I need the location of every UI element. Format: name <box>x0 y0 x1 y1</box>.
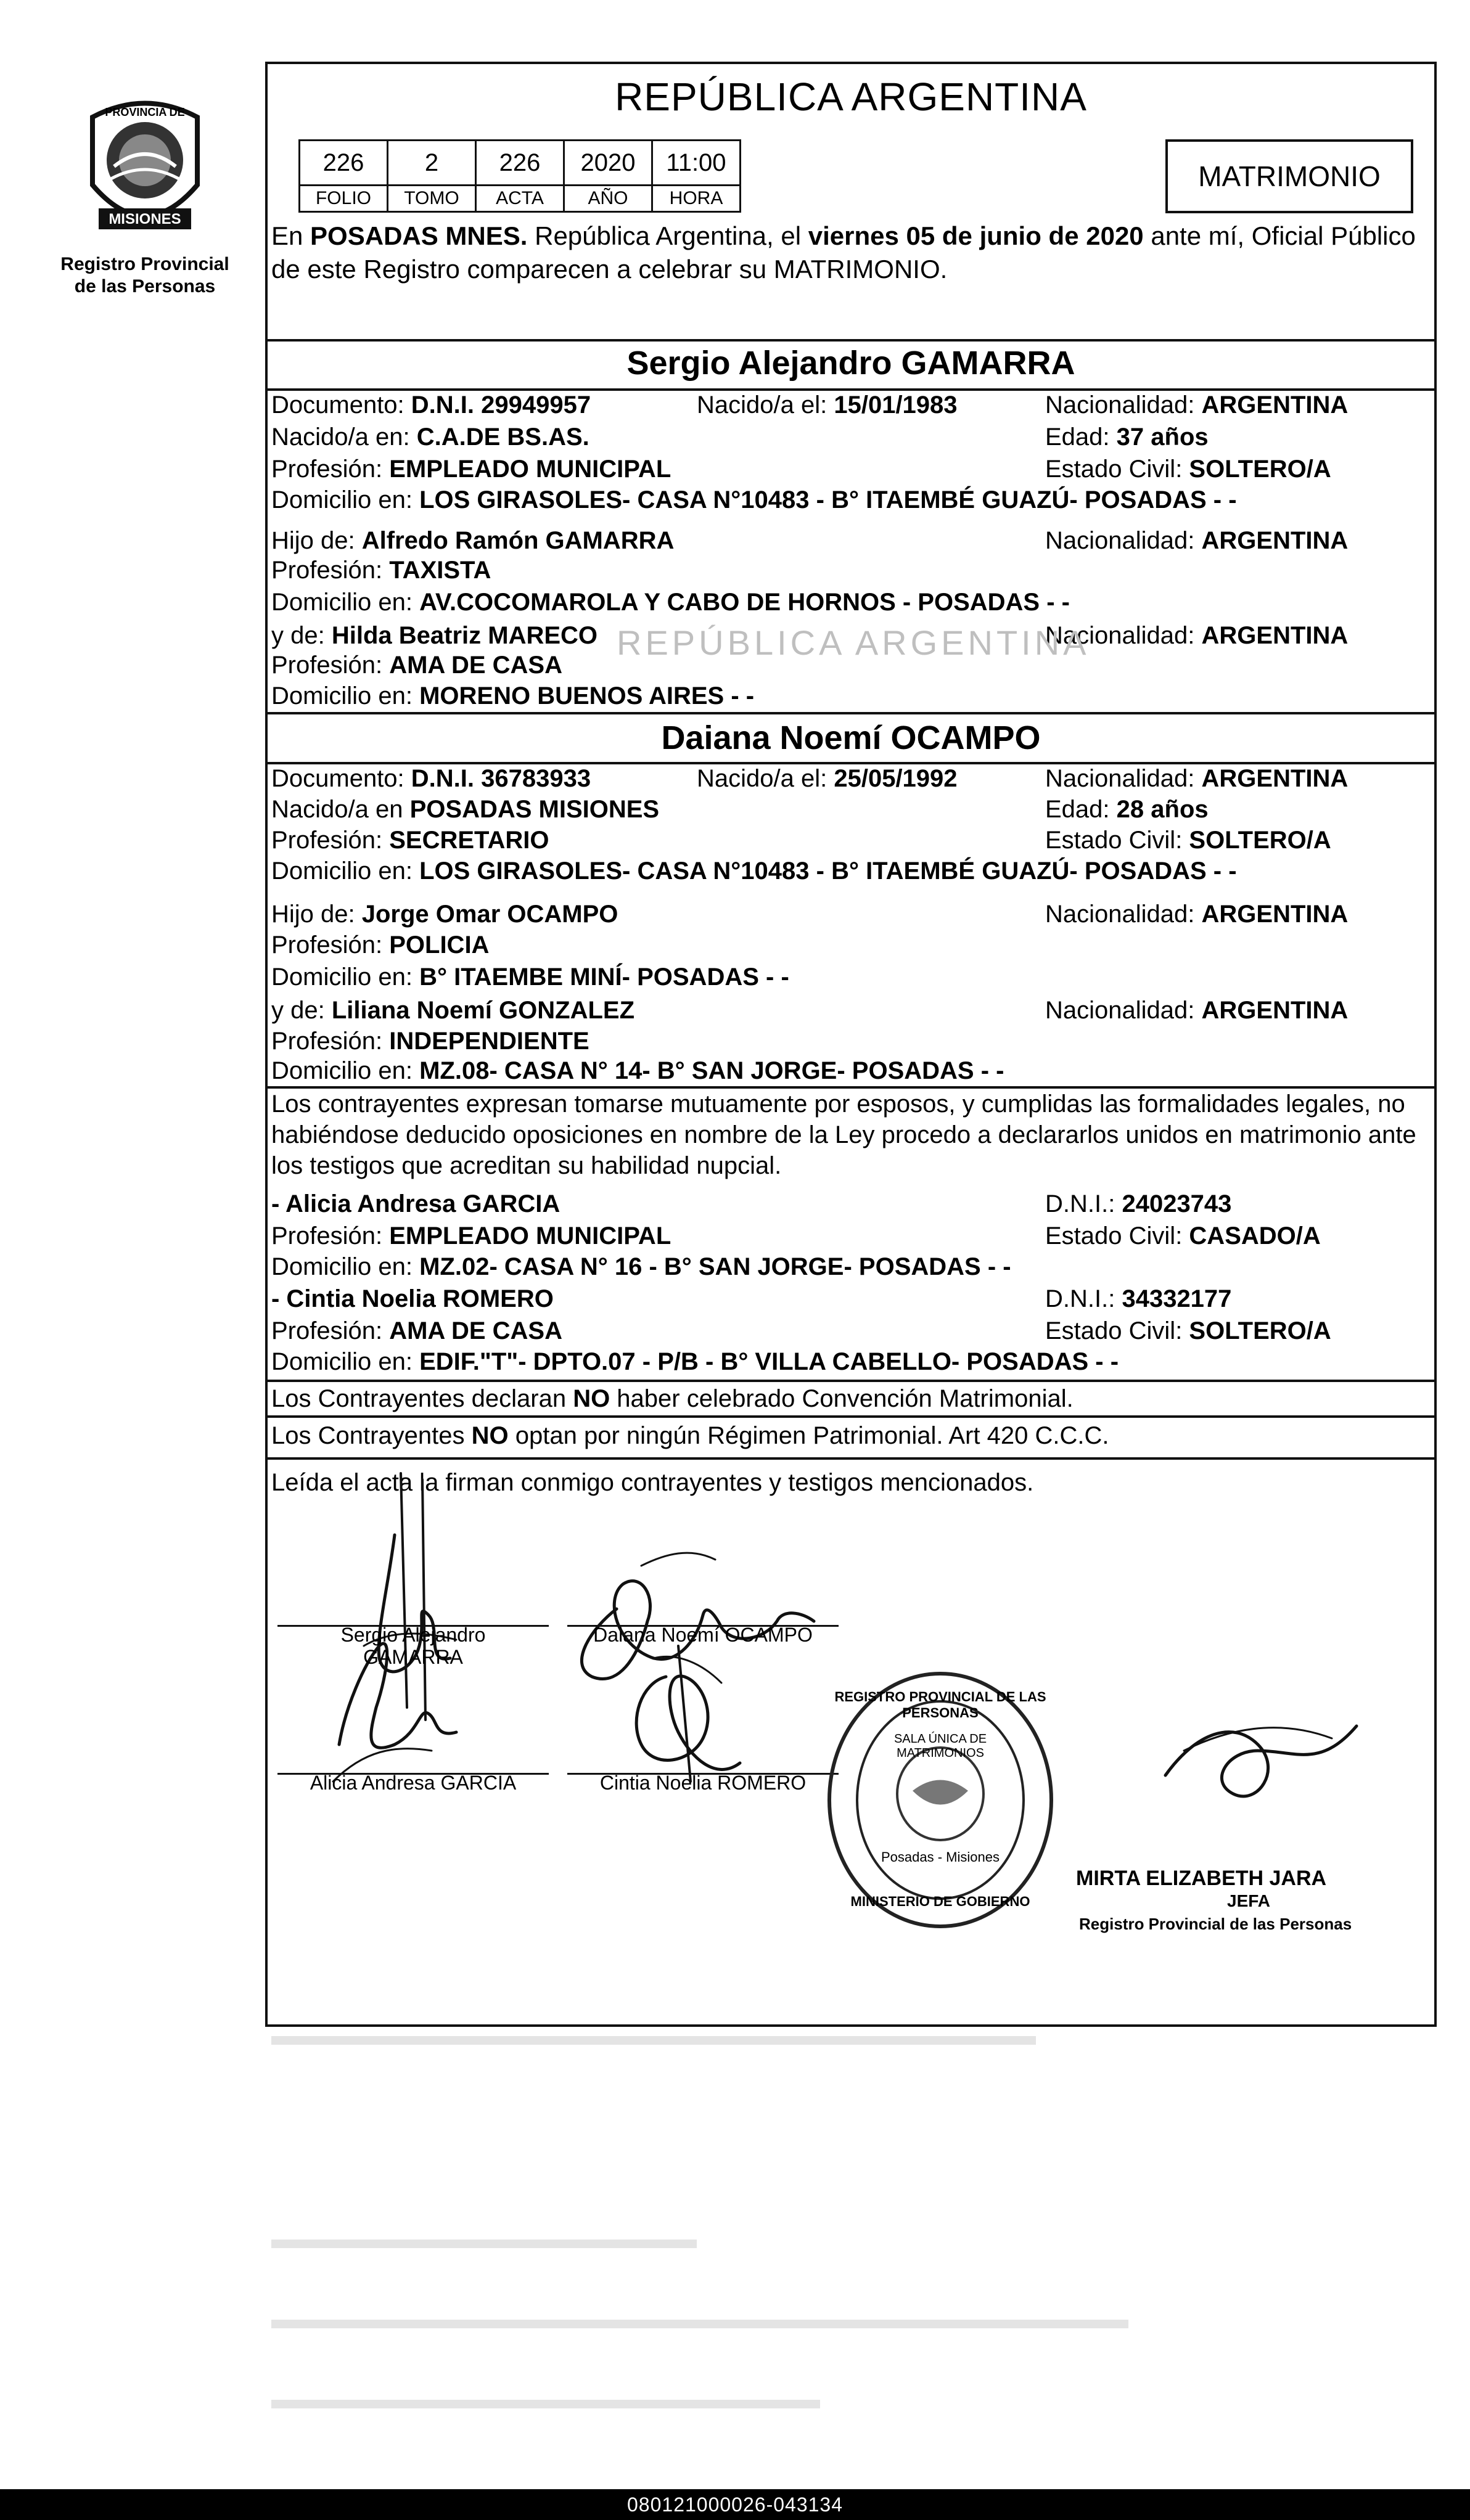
tomo-label: TOMO <box>388 186 476 212</box>
spouse1-document: Documento: D.N.I. 29949957 <box>271 391 591 419</box>
spouse2-profession: Profesión: SECRETARIO <box>271 827 549 854</box>
witness1-profession: Profesión: EMPLEADO MUNICIPAL <box>271 1222 671 1250</box>
spouse1-civil-status: Estado Civil: SOLTERO/A <box>1045 456 1331 483</box>
spouse2-father-profession: Profesión: POLICIA <box>271 931 490 959</box>
spouse2-name: Daiana Noemí OCAMPO <box>661 719 1041 756</box>
page-title: REPÚBLICA ARGENTINA <box>615 75 1087 119</box>
spouse2-father-address: Domicilio en: B° ITAEMBE MINÍ- POSADAS - - <box>271 963 789 991</box>
spouse2-father-nationality: Nacionalidad: ARGENTINA <box>1045 901 1349 928</box>
ano-label: AÑO <box>564 186 652 212</box>
hora-label: HORA <box>652 186 741 212</box>
spouse1-mother-nationality: Nacionalidad: ARGENTINA <box>1045 622 1349 649</box>
spouse2-age: Edad: 28 años <box>1045 796 1209 823</box>
spouse1-address: Domicilio en: LOS GIRASOLES- CASA N°10483 - B° ITAEMBÉ GUAZÚ- POSADAS - - <box>271 486 1237 513</box>
signature-label-spouse1: Sergio Alejandro GAMARRA <box>340 1624 486 1668</box>
spouse1-mother-profession: Profesión: AMA DE CASA <box>271 652 562 679</box>
signature-label-witness1: Alicia Andresa GARCIA <box>310 1772 517 1794</box>
watermark-text: REPÚBLICA ARGENTINA <box>617 623 1090 662</box>
folio-value: 226 <box>300 141 388 186</box>
ano-value: 2020 <box>564 141 652 186</box>
tomo-value: 2 <box>388 141 476 186</box>
declaration-paragraph: Los contrayentes expresan tomarse mutuamente por esposos, y cumplidas las formalidades legales, no habiéndose deducido oposiciones en nombre de la Ley procedo a declararlos unidos en matrimonio ante los testigos que acreditan su habilidad nupcial. <box>271 1090 1416 1179</box>
spouse1-mother-address: Domicilio en: MORENO BUENOS AIRES - - <box>271 682 755 710</box>
province-seal <box>80 92 210 240</box>
intro-paragraph: En POSADAS MNES. República Argentina, el viernes 05 de junio de 2020 ante mí, Oficial Público de este Registro comparecen a celebrar su MATRIMONIO. <box>271 221 1416 284</box>
witness1-dni: D.N.I.: 24023743 <box>1045 1190 1232 1217</box>
official-stamp <box>820 1664 1061 1936</box>
spouse1-birth-date: Nacido/a el: 15/01/1983 <box>697 391 958 419</box>
record-meta-table <box>298 139 741 213</box>
spouse2-civil-status: Estado Civil: SOLTERO/A <box>1045 827 1331 854</box>
spouse2-mother-nationality: Nacionalidad: ARGENTINA <box>1045 997 1349 1024</box>
witness2-address: Domicilio en: EDIF."T"- DPTO.07 - P/B - B° VILLA CABELLO- POSADAS - - <box>271 1348 1119 1375</box>
spouse2-address: Domicilio en: LOS GIRASOLES- CASA N°10483 - B° ITAEMBÉ GUAZÚ- POSADAS - - <box>271 857 1237 885</box>
witness2-civil-status: Estado Civil: SOLTERO/A <box>1045 1317 1331 1344</box>
official-name: MIRTA ELIZABETH JARA <box>1076 1867 1327 1890</box>
faded-background-print <box>265 2028 1437 2484</box>
record-type-box: MATRIMONIO <box>1165 139 1413 213</box>
divider <box>265 712 1437 714</box>
witness1-name: - Alicia Andresa GARCIA <box>271 1190 560 1217</box>
spouse2-mother-profession: Profesión: INDEPENDIENTE <box>271 1028 589 1055</box>
seal-caption-2: de las Personas <box>74 276 216 297</box>
official-title: JEFA <box>1227 1891 1271 1910</box>
divider <box>265 1457 1437 1460</box>
spouse2-father: Hijo de: Jorge Omar OCAMPO <box>271 901 618 928</box>
witness2-dni: D.N.I.: 34332177 <box>1045 1285 1232 1312</box>
spouse1-age: Edad: 37 años <box>1045 423 1209 451</box>
signature-label-witness2: Cintia Noelia ROMERO <box>599 1772 807 1794</box>
intro-city: POSADAS MNES. <box>310 221 528 250</box>
divider <box>265 339 1437 342</box>
spouse1-profession: Profesión: EMPLEADO MUNICIPAL <box>271 456 671 483</box>
seal-top-text: PROVINCIA DE <box>105 106 185 118</box>
spouse2-birth-date: Nacido/a el: 25/05/1992 <box>697 765 958 792</box>
spouse1-name: Sergio Alejandro GAMARRA <box>626 345 1075 382</box>
intro-date: viernes 05 de junio de 2020 <box>808 221 1144 250</box>
convention-line-2: Los Contrayentes NO optan por ningún Régimen Patrimonial. Art 420 C.C.C. <box>271 1422 1109 1449</box>
spouse1-father-profession: Profesión: TAXISTA <box>271 557 491 584</box>
folio-label: FOLIO <box>300 186 388 212</box>
spouse1-father-nationality: Nacionalidad: ARGENTINA <box>1045 527 1349 554</box>
seal-caption-1: Registro Provincial <box>60 254 229 274</box>
acta-value: 226 <box>476 141 564 186</box>
divider <box>265 1415 1437 1418</box>
seal-bottom-text: MISIONES <box>109 211 181 227</box>
spouse1-father: Hijo de: Alfredo Ramón GAMARRA <box>271 527 675 554</box>
spouse1-mother: y de: Hilda Beatriz MARECO <box>271 622 598 649</box>
spouse2-mother: y de: Liliana Noemí GONZALEZ <box>271 997 634 1024</box>
stamp-bottom-text: MINISTERIO DE GOBIERNO <box>850 1894 1030 1909</box>
spouse2-birth-place: Nacido/a en POSADAS MISIONES <box>271 796 660 823</box>
spouse2-document: Documento: D.N.I. 36783933 <box>271 765 591 792</box>
acta-label: ACTA <box>476 186 564 212</box>
witness1-civil-status: Estado Civil: CASADO/A <box>1045 1222 1321 1250</box>
convention-line-1: Los Contrayentes declaran NO haber celebrado Convención Matrimonial. <box>271 1385 1074 1412</box>
divider <box>265 1380 1437 1382</box>
signature-label-spouse2: Daiana Noemí OCAMPO <box>593 1624 813 1646</box>
faded-lines-decoration <box>265 2028 1437 2484</box>
stamp-inner-text: SALA ÚNICA DE MATRIMONIOS <box>893 1732 987 1760</box>
official-org: Registro Provincial de las Personas <box>1079 1915 1352 1933</box>
signing-text: Leída el acta la firman conmigo contrayentes y testigos mencionados. <box>271 1469 1034 1496</box>
spouse2-nationality: Nacionalidad: ARGENTINA <box>1045 765 1349 792</box>
spouse1-nationality: Nacionalidad: ARGENTINA <box>1045 391 1349 419</box>
witness2-name: - Cintia Noelia ROMERO <box>271 1285 554 1312</box>
footer-code: 080121000026-043134 <box>0 2489 1470 2520</box>
stamp-city-text: Posadas - Misiones <box>881 1849 1000 1865</box>
witness2-profession: Profesión: AMA DE CASA <box>271 1317 562 1344</box>
witness1-address: Domicilio en: MZ.02- CASA N° 16 - B° SAN JORGE- POSADAS - - <box>271 1253 1011 1280</box>
spouse2-mother-address: Domicilio en: MZ.08- CASA N° 14- B° SAN JORGE- POSADAS - - <box>271 1057 1004 1084</box>
spouse1-birth-place: Nacido/a en: C.A.DE BS.AS. <box>271 423 589 451</box>
spouse1-father-address: Domicilio en: AV.COCOMAROLA Y CABO DE HORNOS - POSADAS - - <box>271 589 1070 616</box>
hora-value: 11:00 <box>652 141 741 186</box>
stamp-outer-text: REGISTRO PROVINCIAL DE LAS PERSONAS <box>834 1689 1046 1720</box>
